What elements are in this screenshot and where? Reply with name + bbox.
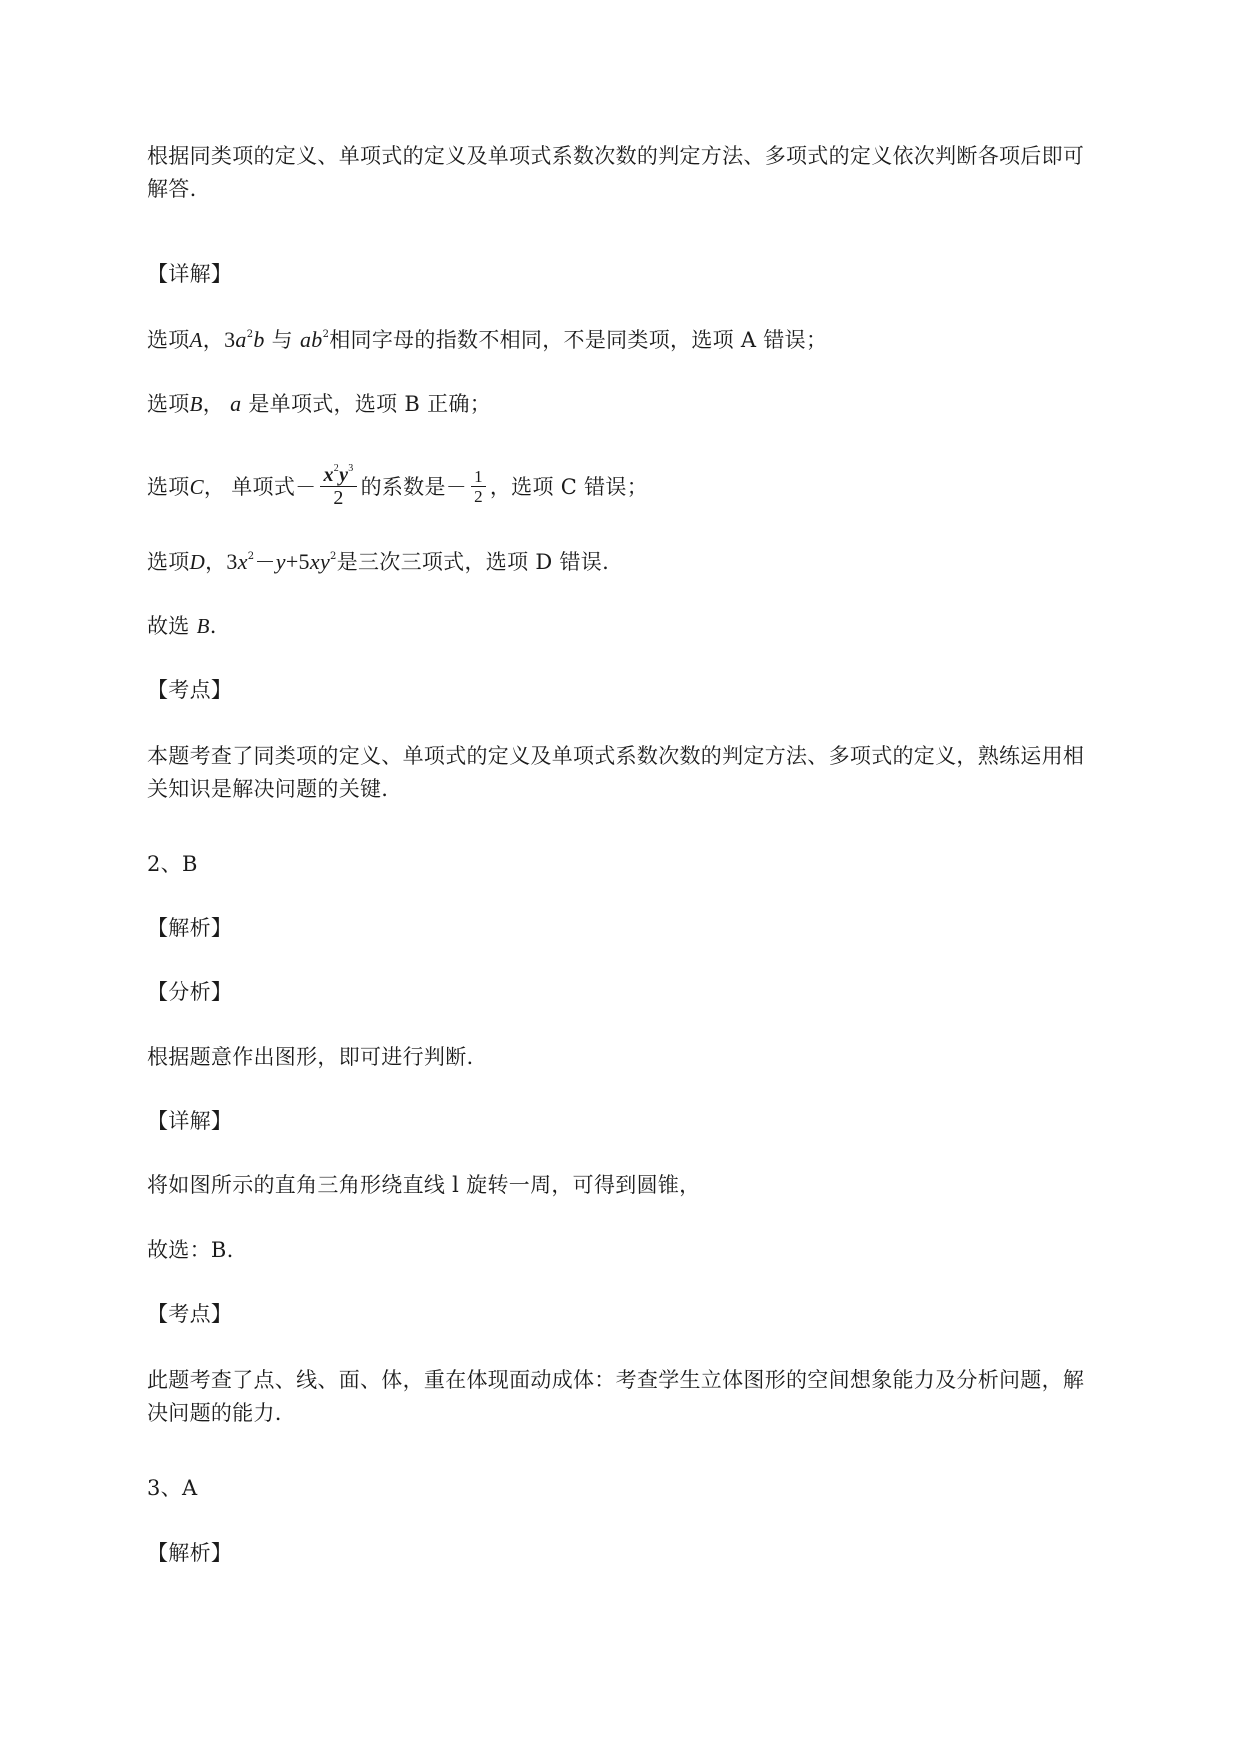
option-c-line xyxy=(147,460,1095,514)
option-b-comma: ， xyxy=(202,392,225,416)
option-c-text2: 的系数是－ xyxy=(360,475,468,499)
question-3-number: 3、A xyxy=(147,1476,198,1500)
option-c-rest: ，选项 C 错误； xyxy=(489,475,648,499)
option-c-text1: 单项式－ xyxy=(231,475,317,499)
option-a-term1-exp: 2 xyxy=(246,329,254,340)
fenxi-heading-2: 【分析】 xyxy=(147,980,233,1004)
option-b-rest: 是单项式，选项 B 正确； xyxy=(241,392,492,416)
jiexi-heading-3: 【解析】 xyxy=(147,1541,233,1565)
kaodian-heading-1: 【考点】 xyxy=(147,678,233,702)
answer-2: 故选：B. xyxy=(147,1238,234,1262)
option-a-connector: 与 xyxy=(264,328,300,352)
kaodian-2-line-2: 决问题的能力. xyxy=(147,1401,282,1425)
option-a-term1-var1: a xyxy=(235,327,247,352)
option-a-term2-var1: a xyxy=(299,327,312,352)
option-c-num-y-exp: 3 xyxy=(348,463,354,474)
option-c-fraction-denominator: 2 xyxy=(320,486,356,509)
option-d-plus: +5 xyxy=(285,549,310,574)
kaodian-2-line-1: 此题考查了点、线、面、体，重在体现面动成体：考查学生立体图形的空间想象能力及分析问题，解 xyxy=(147,1368,1085,1392)
option-d-minus: － xyxy=(254,550,276,574)
option-c-num-x-exp: 2 xyxy=(333,463,340,474)
option-d-x1: x xyxy=(237,549,248,574)
answer-1-line xyxy=(147,610,1095,642)
option-c-coefficient-fraction xyxy=(471,467,486,506)
detail-2: 将如图所示的直角三角形绕直线 l 旋转一周，可得到圆锥， xyxy=(147,1173,701,1197)
option-a-comma: ， xyxy=(202,328,225,352)
option-c-coef-denominator: 2 xyxy=(471,486,486,506)
option-b-prefix: 选项 xyxy=(147,392,190,416)
kaodian-1-line-2: 关知识是解决问题的关键. xyxy=(147,777,389,801)
question-2-number: 2、B xyxy=(147,852,198,876)
option-d-exp2: 2 xyxy=(330,551,337,562)
analysis-2: 根据题意作出图形，即可进行判断. xyxy=(147,1045,474,1069)
answer-1-letter: B xyxy=(196,614,210,638)
option-d-line xyxy=(147,546,1095,578)
option-b-line xyxy=(147,388,1095,420)
option-c-comma: ， xyxy=(203,475,226,499)
answer-1-prefix: 故选 xyxy=(147,614,197,638)
option-d-letter: D xyxy=(189,550,206,574)
answer-1-suffix: . xyxy=(209,614,217,638)
option-b-letter: B xyxy=(189,392,203,416)
option-a-prefix: 选项 xyxy=(147,328,190,352)
option-d-y2: y xyxy=(319,549,331,574)
option-c-num-y: y xyxy=(339,464,349,486)
option-d-y1: y xyxy=(275,549,286,574)
option-d-prefix: 选项 xyxy=(147,550,190,574)
option-a-rest: 相同字母的指数不相同，不是同类项，选项 A 错误； xyxy=(329,328,828,352)
option-a-letter: A xyxy=(189,328,203,352)
option-a-term2-var2: b xyxy=(311,327,323,352)
option-d-rest: 是三次三项式，选项 D 错误. xyxy=(336,550,610,574)
analysis-1-line-2: 解答. xyxy=(147,177,197,201)
option-d-x2: x xyxy=(309,549,320,574)
jiexi-heading-2: 【解析】 xyxy=(147,916,233,940)
option-a-term2-exp: 2 xyxy=(322,329,330,340)
option-c-prefix: 选项 xyxy=(147,475,190,499)
option-a-term1-coef: 3 xyxy=(224,327,236,352)
detail-heading-1: 【详解】 xyxy=(147,262,233,286)
option-a-term1-var2: b xyxy=(253,327,265,352)
option-a-line xyxy=(147,324,1095,356)
option-c-coef-numerator: 1 xyxy=(474,467,483,486)
option-c-fraction-numerator xyxy=(320,464,356,486)
detail-heading-2: 【详解】 xyxy=(147,1109,233,1133)
kaodian-1-line-1: 本题考查了同类项的定义、单项式的定义及单项式系数次数的判定方法、多项式的定义，熟练运用相 xyxy=(147,744,1085,768)
option-d-coef: 3 xyxy=(226,549,238,574)
option-d-comma: ， xyxy=(205,550,227,574)
option-c-letter: C xyxy=(189,475,204,499)
option-c-num-x: x xyxy=(323,464,334,486)
option-d-exp1: 2 xyxy=(247,551,255,562)
option-b-var: a xyxy=(230,391,242,416)
kaodian-heading-2: 【考点】 xyxy=(147,1302,233,1326)
analysis-1-line-1: 根据同类项的定义、单项式的定义及单项式系数次数的判定方法、多项式的定义依次判断各项后即可 xyxy=(147,144,1085,168)
option-c-monomial-fraction xyxy=(320,464,356,509)
